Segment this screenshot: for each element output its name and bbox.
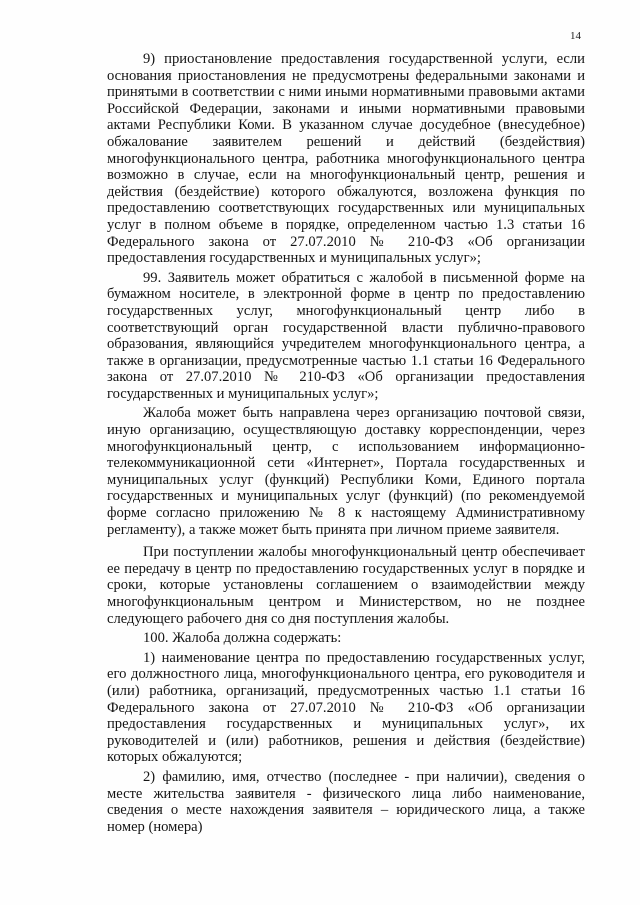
paragraph-100-item-1: 1) наименование центра по предоставлению государственных услуг, его должностного лица, многофункционального центра, его руководителя и (или) работника, организаций, предусмотренных частью 1.1 статьи 16 Федерального закона от 27.07.2010 № 210-ФЗ «Об организации предоставления государственных и муниципальных услуг», их руководителей и (или) работников, решения и действия (бездействие) которых обжалуются;	[107, 649, 585, 766]
paragraph-99-complaint-filing: 99. Заявитель может обратиться с жалобой в письменной форме на бумажном носителе, в электронной форме в центр по предоставлению государственных услуг, многофункциональный центр либо в соответствующий орган государственной власти публично-правового образования, являющийся учредителем многофункционального центра, а также в организации, предусмотренные частью 1.1 статьи 16 Федерального закона от 27.07.2010 № 210-ФЗ «Об организации предоставления государственных и муниципальных услуг»;	[107, 269, 585, 402]
paragraph-complaint-channels: Жалоба может быть направлена через организацию почтовой связи, иную организацию, осуществляющую доставку корреспонденции, через многофункциональный центр, с использованием информационно-телекоммуникационной сети «Интернет», Портала государственных и муниципальных услуг (функций) Республики Коми, Единого портала государственных и муниципальных услуг (функций) (по рекомендуемой форме согласно приложению № 8 к настоящему Административному регламенту), а также может быть принята при личном приеме заявителя.	[107, 405, 585, 538]
page-number: 14	[570, 30, 581, 42]
document-body	[107, 51, 585, 835]
paragraph-100-heading: 100. Жалоба должна содержать:	[143, 630, 342, 647]
paragraph-complaint-transfer: При поступлении жалобы многофункциональный центр обеспечивает ее передачу в центр по предоставлению государственных услуг в порядке и сроки, которые установлены соглашением о взаимодействии между многофункциональным центром и Министерством, но не позднее следующего рабочего дня со дня поступления жалобы.	[107, 544, 585, 627]
paragraph-100-item-2: 2) фамилию, имя, отчество (последнее - при наличии), сведения о месте жительства заявителя - физического лица либо наименование, сведения о месте нахождения заявителя – юридического лица, а также номер (номера)	[107, 768, 585, 835]
paragraph-9-suspension: 9) приостановление предоставления государственной услуги, если основания приостановления не предусмотрены федеральными законами и принятыми в соответствии с ними иными нормативными правовыми актами Российской Федерации, законами и иными нормативными правовыми актами Республики Коми. В указанном случае досудебное (внесудебное) обжалование заявителем решений и действий (бездействия) многофункционального центра, работника многофункционального центра возможно в случае, если на многофункциональный центр, решения и действия (бездействие) которого обжалуются, возложена функция по предоставлению соответствующих государственных или муниципальных услуг в полном объеме в порядке, определенном частью 1.3 статьи 16 Федерального закона от 27.07.2010 № 210-ФЗ «Об организации предоставления государственных и муниципальных услуг»;	[107, 51, 585, 267]
